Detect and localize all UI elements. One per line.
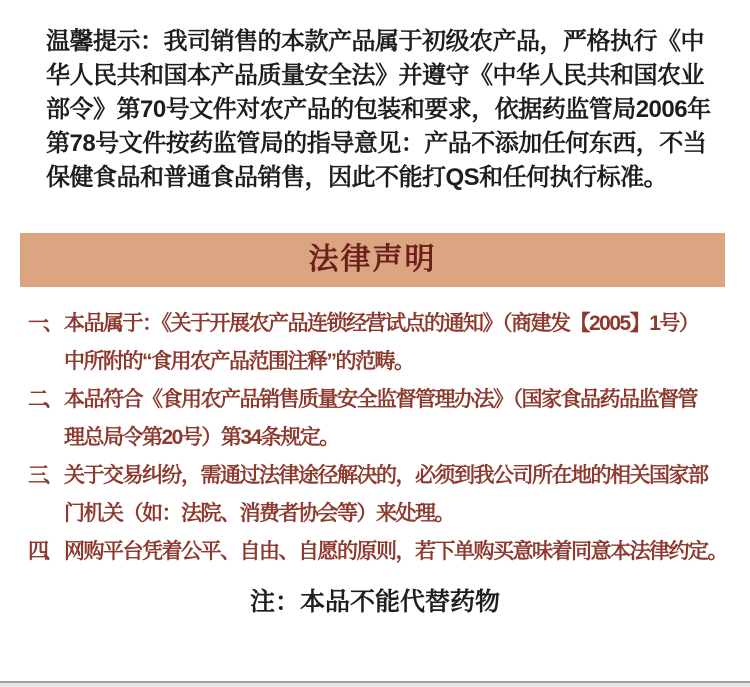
legal-item-1-line: 中所附的“食用农产品范围注释”的范畴。 xyxy=(64,350,414,373)
tips-line: 部令》第70号文件对农产品的包装和要求，依据药监管局2006年 xyxy=(46,96,711,123)
tips-line: 温馨提示：我司销售的本款产品属于初级农产品，严格执行《中 xyxy=(46,28,704,55)
legal-statement-banner xyxy=(20,233,725,287)
legal-item-2-line: 理总局令第20号）第34条规定。 xyxy=(64,426,339,449)
bottom-note xyxy=(0,587,750,617)
warm-tips-paragraph xyxy=(46,25,710,195)
legal-item-1 xyxy=(28,305,746,381)
legal-item-2-marker: 二、 xyxy=(28,388,58,411)
legal-item-2 xyxy=(28,381,746,457)
legal-item-4 xyxy=(28,533,746,571)
tips-line: 第78号文件按药监管局的指导意见：产品不添加任何东西，不当 xyxy=(46,130,707,157)
legal-item-2-line: 本品符合《食用农产品销售质量安全监督管理办法》（国家食品药品监督管 xyxy=(64,388,697,411)
legal-item-3-marker: 三、 xyxy=(28,464,58,487)
page xyxy=(0,25,750,687)
legal-statement-title: 法律声明 xyxy=(308,243,437,276)
footer-divider-bar xyxy=(0,681,750,687)
legal-item-3-line: 关于交易纠纷，需通过法律途径解决的，必须到我公司所在地的相关国家部 xyxy=(64,464,708,487)
legal-item-3-line: 门机关（如：法院、消费者协会等）来处理。 xyxy=(64,502,454,525)
legal-item-3 xyxy=(28,457,746,533)
legal-item-1-line: 本品属于：《关于开展农产品连锁经营试点的通知》（商建发【2005】1号） xyxy=(64,312,699,335)
legal-item-4-line: 网购平台凭着公平、自由、自愿的原则，若下单购买意味着同意本法律约定。 xyxy=(64,540,727,563)
legal-items-list xyxy=(28,305,746,571)
bottom-note-text: 注：本品不能代替药物 xyxy=(249,588,500,616)
tips-line: 华人民共和国本产品质量安全法》并遵守《中华人民共和国农业 xyxy=(46,62,704,89)
tips-line: 保健食品和普通食品销售，因此不能打QS和任何执行标准。 xyxy=(46,164,668,191)
legal-item-4-marker: 四、 xyxy=(28,540,58,563)
legal-item-1-marker: 一、 xyxy=(28,312,58,335)
